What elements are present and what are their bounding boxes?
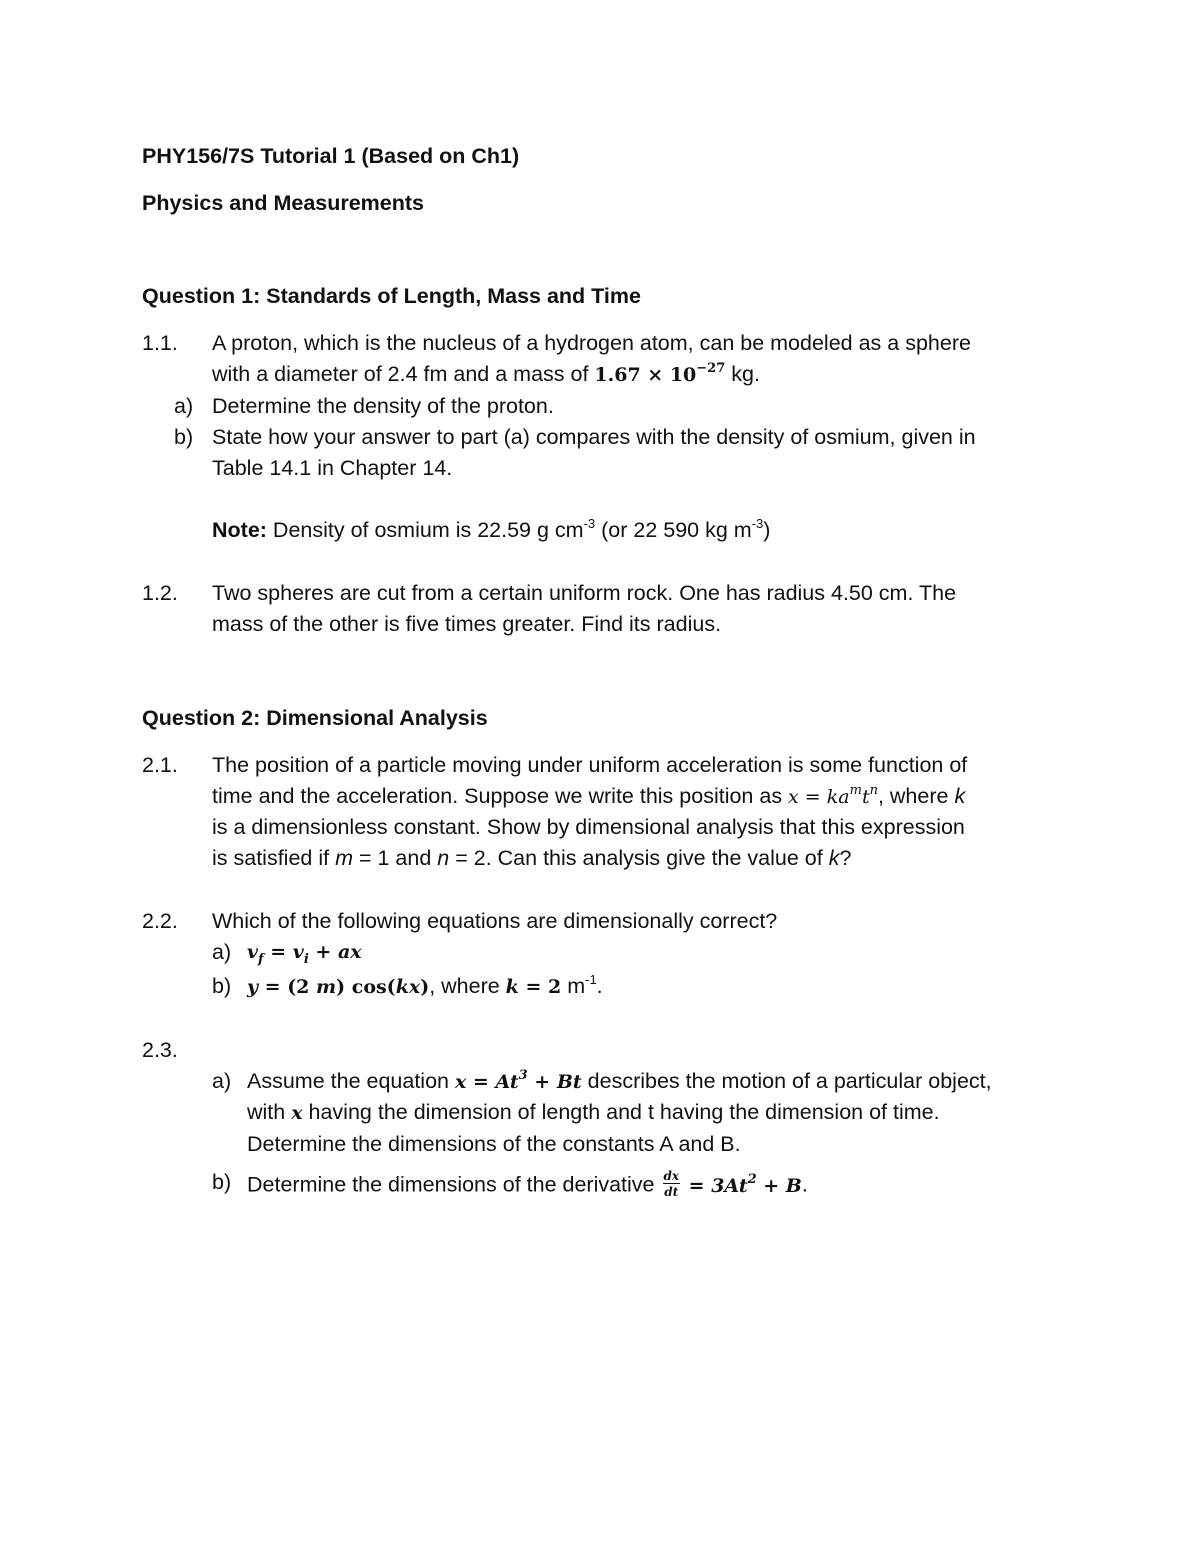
math-span: x [291,1102,303,1124]
math-span: y [247,976,259,998]
text-line: A proton, which is the nucleus of a hydrogen atom, can be modeled as a sphere [212,331,971,355]
math-span: m [316,976,337,998]
math-span: ) cos( [336,976,396,998]
math-mass [594,361,726,386]
math-span: + B [756,1174,802,1197]
math-span: t [861,786,870,808]
math-span: = (2 [258,976,317,998]
part-label: b) [212,1170,232,1194]
text-span: , where [877,784,955,808]
page-subtitle: Physics and Measurements [142,191,425,215]
item-number: 2.3. [142,1038,178,1062]
math-span: = 2 [518,976,562,998]
math-span: 1.67 × 10 [594,364,697,386]
italic-var: m [335,846,353,870]
text-line: Determine the density of the proton. [212,394,554,418]
italic-var: n [437,846,450,870]
math-subscript: f [258,952,264,967]
math-span: + ax [308,941,362,963]
math-derivative-eq [682,1171,802,1197]
text-line [247,1068,992,1093]
text-line [212,361,760,386]
text-line [212,848,851,870]
text-span: ? [839,846,852,870]
item-number: 1.2. [142,581,178,605]
text-span: kg. [725,362,760,386]
text-span: m [561,974,586,998]
text-span: . [801,1172,808,1197]
part-label: a) [212,1069,232,1093]
text-line: State how your answer to part (a) compares with the density of osmium, given in [212,425,976,449]
note-line [212,516,771,542]
text-line [247,1169,808,1200]
text-line: Table 14.1 in Chapter 14. [212,456,453,480]
text-line [247,1102,940,1124]
fraction-denominator: dt [664,1185,679,1199]
item-number: 1.1. [142,331,178,355]
text-line: is a dimensionless constant. Show by dimensional analysis that this expression [212,815,965,839]
math-span: ) [420,976,430,998]
text-span: = 1 and [353,846,438,870]
part-label: a) [212,940,232,964]
math-exponent: n [869,783,878,798]
part-label: b) [174,425,194,449]
derivative-fraction [663,1170,681,1198]
exponent: -3 [751,516,764,531]
part-label: b) [212,974,232,998]
text-line [212,783,966,808]
page-title: PHY156/7S Tutorial 1 (Based on Ch1) [142,144,520,168]
math-subscript: i [303,952,309,967]
fraction-numerator: dx [663,1169,680,1183]
text-span: with [247,1100,292,1124]
note-label: Note: [212,518,267,542]
text-span: . [596,974,603,998]
math-span: x = At [454,1071,519,1093]
math-span: kx [395,976,421,998]
text-span: with a diameter of 2.4 fm and a mass of [212,362,595,386]
text-span: ) [763,518,771,542]
equation-a [247,941,362,967]
text-span: time and the acceleration. Suppose we write this position as [212,784,789,808]
text-span: Determine the dimensions of the derivative [247,1172,661,1197]
math-span: k [505,976,519,998]
math-span: = v [263,941,304,963]
italic-var: k [828,846,840,870]
math-exponent: m [849,783,862,798]
text-line: mass of the other is five times greater. Find its radius. [212,612,722,636]
text-span: having the dimension of length and t having the dimension of time. [302,1100,940,1124]
text-line: Determine the dimensions of the constants A and B. [247,1132,741,1156]
math-span: x = ka [788,786,850,808]
text-span: Density of osmium is 22.59 g cm [266,518,584,542]
text-line: Which of the following equations are dimensionally correct? [212,909,778,933]
text-span: Assume the equation [247,1069,455,1093]
equation-b [247,972,603,998]
question-2-heading: Question 2: Dimensional Analysis [142,706,488,730]
math-exponent: −27 [696,361,726,376]
math-span: + Bt [527,1071,582,1093]
math-span: = 3At [682,1174,748,1197]
text-line: The position of a particle moving under uniform acceleration is some function of [212,753,968,777]
math-motion-eq [454,1068,582,1093]
text-span: is satisfied if [212,846,336,870]
item-number: 2.1. [142,753,178,777]
exponent: -3 [583,516,596,531]
item-number: 2.2. [142,909,178,933]
text-span: = 2. Can this analysis give the value of [449,846,829,870]
text-line: Two spheres are cut from a certain uniform rock. One has radius 4.50 cm. The [212,581,957,605]
math-exponent: 2 [747,1171,757,1187]
math-span: v [247,941,259,963]
math-exponent: 3 [518,1068,528,1083]
math-position-eq [788,783,878,808]
question-1-heading: Question 1: Standards of Length, Mass and Time [142,284,641,308]
text-span: describes the motion of a particular object, [581,1069,992,1093]
text-span: , where [429,974,506,998]
part-label: a) [174,394,194,418]
text-span: (or 22 590 kg m [595,518,752,542]
exponent: -1 [585,972,597,987]
italic-var: k [954,784,966,808]
